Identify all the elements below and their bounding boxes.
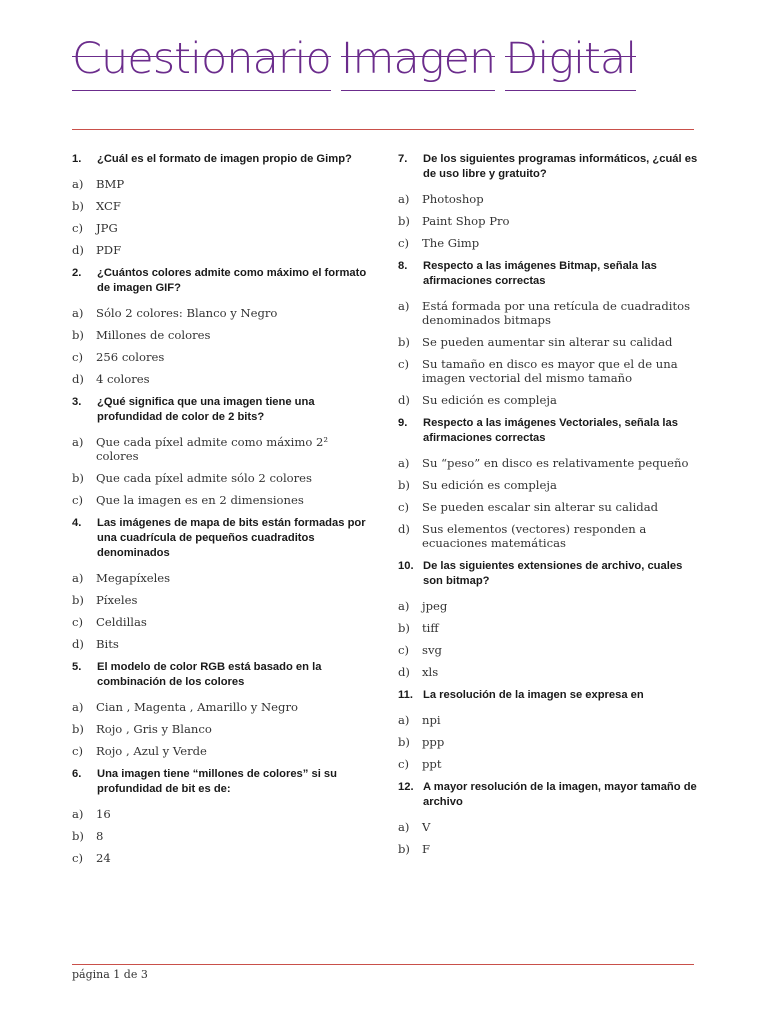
option-letter: b) [398,335,410,349]
left-column [72,152,372,874]
option-letter: c) [398,643,410,657]
option-list [72,177,372,257]
question [398,780,698,856]
top-divider [72,129,694,130]
question [72,516,372,651]
question-number: 7. [398,153,408,165]
answer-option [398,665,698,679]
answer-option [72,221,372,235]
question-text: A mayor resolución de la imagen, mayor tamaño de archivo [423,781,697,808]
option-list [398,599,698,679]
answer-option [398,842,698,856]
answer-option [398,456,698,470]
question-number: 1. [72,153,82,165]
option-list [72,306,372,386]
option-text: 256 colores [96,350,165,364]
answer-option [398,621,698,635]
answer-option [398,192,698,206]
answer-option [398,643,698,657]
option-text: Rojo , Azul y Verde [96,744,207,758]
option-text: Su edición es compleja [422,393,557,407]
option-list [72,571,372,651]
option-letter: a) [72,807,84,821]
question [398,152,698,250]
question-text: El modelo de color RGB está basado en la combinación de los colores [97,661,322,688]
option-letter: c) [72,350,84,364]
option-list [72,435,372,507]
option-text: JPG [96,221,118,235]
option-text: V [422,820,431,834]
question-text: La resolución de la imagen se expresa en [423,689,644,701]
answer-option [398,236,698,250]
option-letter: d) [398,522,410,536]
answer-option [72,615,372,629]
answer-option [398,500,698,514]
option-letter: b) [72,328,84,342]
option-letter: b) [398,735,410,749]
question-number: 11. [398,689,413,701]
option-letter: b) [72,199,84,213]
option-text: Se pueden aumentar sin alterar su calidad [422,335,673,349]
option-letter: a) [398,192,410,206]
answer-option [398,478,698,492]
answer-option [398,713,698,727]
option-letter: a) [72,571,84,585]
question [398,559,698,679]
answer-option [72,493,372,507]
answer-option [72,807,372,821]
question-number: 10. [398,560,414,572]
answer-option [72,372,372,386]
question-number: 6. [72,768,82,780]
option-text: F [422,842,431,856]
option-letter: b) [72,471,84,485]
question-text: De las siguientes extensiones de archivo, cuales son bitmap? [423,560,683,587]
option-text: 4 colores [96,372,150,386]
question-header [398,688,698,703]
answer-option [72,637,372,651]
answer-option [72,199,372,213]
option-text: Su edición es compleja [422,478,557,492]
option-text: Su “peso” en disco es relativamente pequeño [422,456,689,470]
option-text: 8 [96,829,104,843]
option-letter: c) [398,236,410,250]
option-text: Sus elementos (vectores) responden a ecuaciones matemáticas [422,522,647,550]
question-header [72,266,372,296]
question-text: Una imagen tiene “millones de colores” si su profundidad de bit es de: [97,768,337,795]
answer-option [72,571,372,585]
option-letter: a) [398,820,410,834]
option-list [72,700,372,758]
page-number: página 1 de 3 [72,968,148,981]
question-header [398,416,698,446]
option-letter: c) [72,851,84,865]
option-letter: b) [398,621,410,635]
option-letter: c) [72,744,84,758]
option-letter: b) [398,842,410,856]
option-letter: c) [398,357,410,371]
question [398,416,698,550]
option-list [398,192,698,250]
question-number: 4. [72,517,82,529]
question [398,259,698,407]
answer-option [72,700,372,714]
answer-option [72,306,372,320]
question-text: ¿Cuántos colores admite como máximo el formato de imagen GIF? [97,267,367,294]
answer-option [72,435,372,463]
question [72,395,372,507]
answer-option [72,328,372,342]
question-number: 12. [398,781,414,793]
question-header [72,767,372,797]
option-letter: b) [398,478,410,492]
answer-option [72,471,372,485]
option-letter: b) [72,829,84,843]
option-text: Píxeles [96,593,138,607]
option-letter: a) [398,713,410,727]
question-number: 9. [398,417,408,429]
option-text: 16 [96,807,111,821]
question-header [72,660,372,690]
question-number: 5. [72,661,82,673]
title-word: Cuestionario [72,34,331,84]
option-letter: d) [72,637,84,651]
answer-option [72,350,372,364]
answer-option [72,829,372,843]
option-text: 24 [96,851,111,865]
option-text: Paint Shop Pro [422,214,510,228]
option-letter: d) [398,393,410,407]
option-text: Que cada píxel admite como máximo 2² colores [96,435,329,463]
option-letter: c) [72,493,84,507]
option-list [398,820,698,856]
option-text: Se pueden escalar sin alterar su calidad [422,500,659,514]
answer-option [398,599,698,613]
question [72,266,372,386]
option-text: ppp [422,735,445,749]
option-text: Rojo , Gris y Blanco [96,722,212,736]
option-letter: c) [398,500,410,514]
answer-option [398,357,698,385]
question-header [72,516,372,561]
question-text: ¿Cuál es el formato de imagen propio de Gimp? [97,153,352,165]
option-list [398,713,698,771]
option-text: Su tamaño en disco es mayor que el de una imagen vectorial del mismo tamaño [422,357,678,385]
option-text: Bits [96,637,119,651]
option-text: svg [422,643,442,657]
option-letter: d) [398,665,410,679]
option-text: Photoshop [422,192,484,206]
option-letter: b) [72,593,84,607]
question [72,660,372,758]
title-word: Digital [505,34,637,84]
option-text: Sólo 2 colores: Blanco y Negro [96,306,278,320]
option-letter: c) [72,221,84,235]
answer-option [72,243,372,257]
question-number: 3. [72,396,82,408]
option-letter: b) [72,722,84,736]
title-word: Imagen [340,34,496,84]
question-header [398,559,698,589]
option-text: The Gimp [422,236,480,250]
option-text: Cian , Magenta , Amarillo y Negro [96,700,298,714]
answer-option [398,335,698,349]
page-title [72,34,646,84]
question-number: 2. [72,267,82,279]
right-column [398,152,698,865]
answer-option [398,757,698,771]
option-text: BMP [96,177,125,191]
question [72,152,372,257]
option-text: Que la imagen es en 2 dimensiones [96,493,304,507]
answer-option [72,744,372,758]
question [398,688,698,771]
question-header [398,780,698,810]
option-text: Millones de colores [96,328,211,342]
answer-option [398,299,698,327]
option-text: XCF [96,199,121,213]
option-text: jpeg [422,599,448,613]
answer-option [398,522,698,550]
option-letter: c) [398,757,410,771]
option-text: PDF [96,243,122,257]
option-letter: a) [72,435,84,449]
option-letter: a) [72,177,84,191]
answer-option [72,722,372,736]
question-header [398,259,698,289]
option-text: ppt [422,757,442,771]
option-letter: c) [72,615,84,629]
option-letter: b) [398,214,410,228]
question-text: Respecto a las imágenes Vectoriales, señala las afirmaciones correctas [423,417,678,444]
answer-option [72,851,372,865]
answer-option [398,735,698,749]
option-letter: a) [398,599,410,613]
option-text: Megapíxeles [96,571,171,585]
question-text: ¿Qué significa que una imagen tiene una profundidad de color de 2 bits? [97,396,315,423]
option-text: Que cada píxel admite sólo 2 colores [96,471,312,485]
option-text: xls [422,665,439,679]
option-letter: d) [72,243,84,257]
answer-option [72,177,372,191]
question-header [398,152,698,182]
question-number: 8. [398,260,408,272]
bottom-divider [72,964,694,965]
question-text: Las imágenes de mapa de bits están formadas por una cuadrícula de pequeños cuadraditos denominados [97,517,366,559]
question-header [72,395,372,425]
option-letter: a) [72,700,84,714]
option-letter: a) [72,306,84,320]
question-header [72,152,372,167]
answer-option [398,214,698,228]
answer-option [72,593,372,607]
option-text: Celdillas [96,615,147,629]
option-letter: d) [72,372,84,386]
option-list [398,456,698,550]
option-text: Está formada por una retícula de cuadraditos denominados bitmaps [422,299,691,327]
option-text: npi [422,713,441,727]
option-letter: a) [398,456,410,470]
question [72,767,372,865]
option-list [72,807,372,865]
answer-option [398,820,698,834]
answer-option [398,393,698,407]
option-list [398,299,698,407]
option-letter: a) [398,299,410,313]
option-text: tiff [422,621,439,635]
question-text: De los siguientes programas informáticos, ¿cuál es de uso libre y gratuito? [423,153,698,180]
question-text: Respecto a las imágenes Bitmap, señala las afirmaciones correctas [423,260,657,287]
